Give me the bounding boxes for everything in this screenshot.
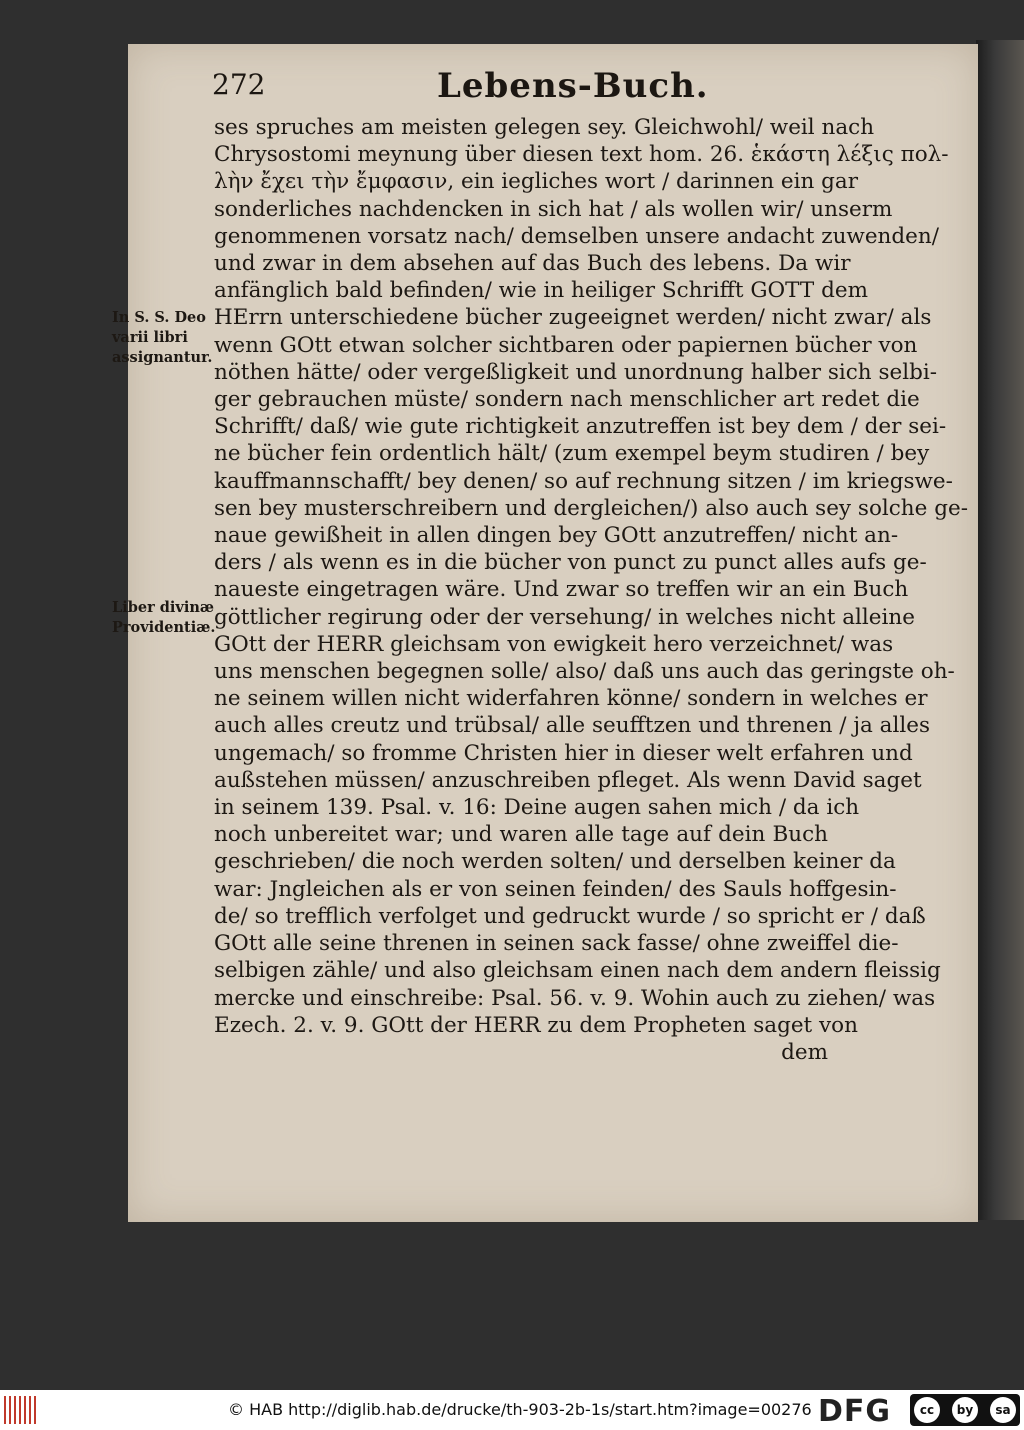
copyright-link[interactable]: © HAB http://diglib.hab.de/drucke/th-903-2b-1s/start.htm?image=00276 (228, 1400, 812, 1419)
text-line: mercke und einschreibe: Psal. 56. v. 9. Wohin auch zu ziehen/ was (214, 985, 936, 1011)
text-line: anfänglich bald befinden/ wie in heiliger Schrifft GOTT dem (214, 278, 868, 304)
margin-note-2: Liber divinæ Providentiæ. (112, 599, 216, 636)
sa-icon: sa (990, 1397, 1016, 1423)
running-title: Lebens-Buch. (437, 66, 709, 106)
text-line: ger gebrauchen müste/ sondern nach menschlicher art redet die (214, 387, 920, 413)
text-line: de/ so trefflich verfolget und gedruckt wurde / so spricht er / daß (214, 903, 926, 929)
text-line: ne seinem willen nicht widerfahren könne/ sondern in welches er (214, 686, 928, 712)
text-line: Schrifft/ daß/ wie gute richtigkeit anzutreffen ist bey dem / der sei- (214, 414, 947, 440)
text-line: GOtt alle seine threnen in seinen sack fasse/ ohne zweiffel die- (214, 931, 899, 957)
text-line: nöthen hätte/ oder vergeßligkeit und unordnung halber sich selbi- (214, 359, 938, 385)
cc-license-badge[interactable] (910, 1394, 1020, 1426)
adjacent-page-edge (976, 40, 1024, 1220)
text-line: wenn GOtt etwan solcher sichtbaren oder papiernen bücher von (214, 332, 918, 358)
text-line: ders / als wenn es in die bücher von punct zu punct alles aufs ge- (214, 550, 927, 576)
text-line: und zwar in dem absehen auf das Buch des lebens. Da wir (214, 251, 851, 277)
text-line: ses spruches am meisten gelegen sey. Gleichwohl/ weil nach (214, 115, 875, 140)
text-line: naueste eingetragen wäre. Und zwar so treffen wir an ein Buch (214, 577, 909, 603)
catchword: dem (781, 1039, 828, 1065)
text-line: Ezech. 2. v. 9. GOtt der HERR zu dem Propheten saget von (214, 1012, 858, 1038)
text-line: uns menschen begegnen solle/ also/ daß uns auch das geringste oh- (214, 659, 955, 685)
text-line: auch alles creutz und trübsal/ alle seufftzen und threnen / ja alles (214, 713, 930, 739)
text-line: sen bey musterschreibern und dergleichen/) also auch sey solche ge- (214, 495, 968, 521)
by-icon: by (952, 1397, 978, 1423)
text-line: geschrieben/ die noch werden solten/ und derselben keiner da (214, 849, 896, 875)
text-line: sonderliches nachdencken in sich hat / als wollen wir/ unserm (214, 196, 893, 222)
text-line: war: Jngleichen als er von seinen feinden/ des Sauls hoffgesin- (214, 876, 897, 902)
text-line: selbigen zähle/ und also gleichsam einen nach dem andern fleissig (214, 958, 941, 984)
barcode-icon (4, 1396, 38, 1424)
text-line: ungemach/ so fromme Christen hier in dieser welt erfahren und (214, 740, 913, 766)
page-header (212, 66, 852, 116)
body-text (214, 114, 968, 1066)
text-line: ne bücher fein ordentlich hält/ (zum exempel beym studiren / bey (214, 441, 930, 467)
margin-note-1: In S. S. Deo varii libri assignantur. (112, 309, 213, 366)
text-line: noch unbereitet war; und waren alle tage auf dein Buch (214, 822, 828, 848)
viewer-footer (0, 1390, 1024, 1430)
text-line: in seinem 139. Psal. v. 16: Deine augen sahen mich / da ich (214, 795, 860, 821)
dfg-logo: DFG (818, 1394, 892, 1429)
cc-icon: cc (914, 1397, 940, 1423)
text-line: göttlicher regirung oder der versehung/ in welches nicht alleine (214, 604, 915, 630)
text-line: genommenen vorsatz nach/ demselben unsere andacht zuwenden/ (214, 223, 939, 249)
text-line: GOtt der HERR gleichsam von ewigkeit hero verzeichnet/ was (214, 631, 894, 657)
text-line: λὴν ἔχει τὴν ἔμφασιν, ein iegliches wort / darinnen ein gar (214, 169, 859, 195)
text-line: Chrysostomi meynung über diesen text hom. 26. ἑκάστη λέξις πολ- (214, 142, 949, 168)
text-line: HErrn unterschiedene bücher zugeeignet werden/ nicht zwar/ als (214, 305, 932, 331)
text-line: kauffmannschafft/ bey denen/ so auf rechnung sitzen / im kriegswe- (214, 468, 953, 494)
text-line: naue gewißheit in allen dingen bey GOtt anzutreffen/ nicht an- (214, 523, 899, 549)
text-line: außstehen müssen/ anzuschreiben pfleget. Als wenn David saget (214, 767, 922, 793)
page-number: 272 (212, 68, 266, 101)
